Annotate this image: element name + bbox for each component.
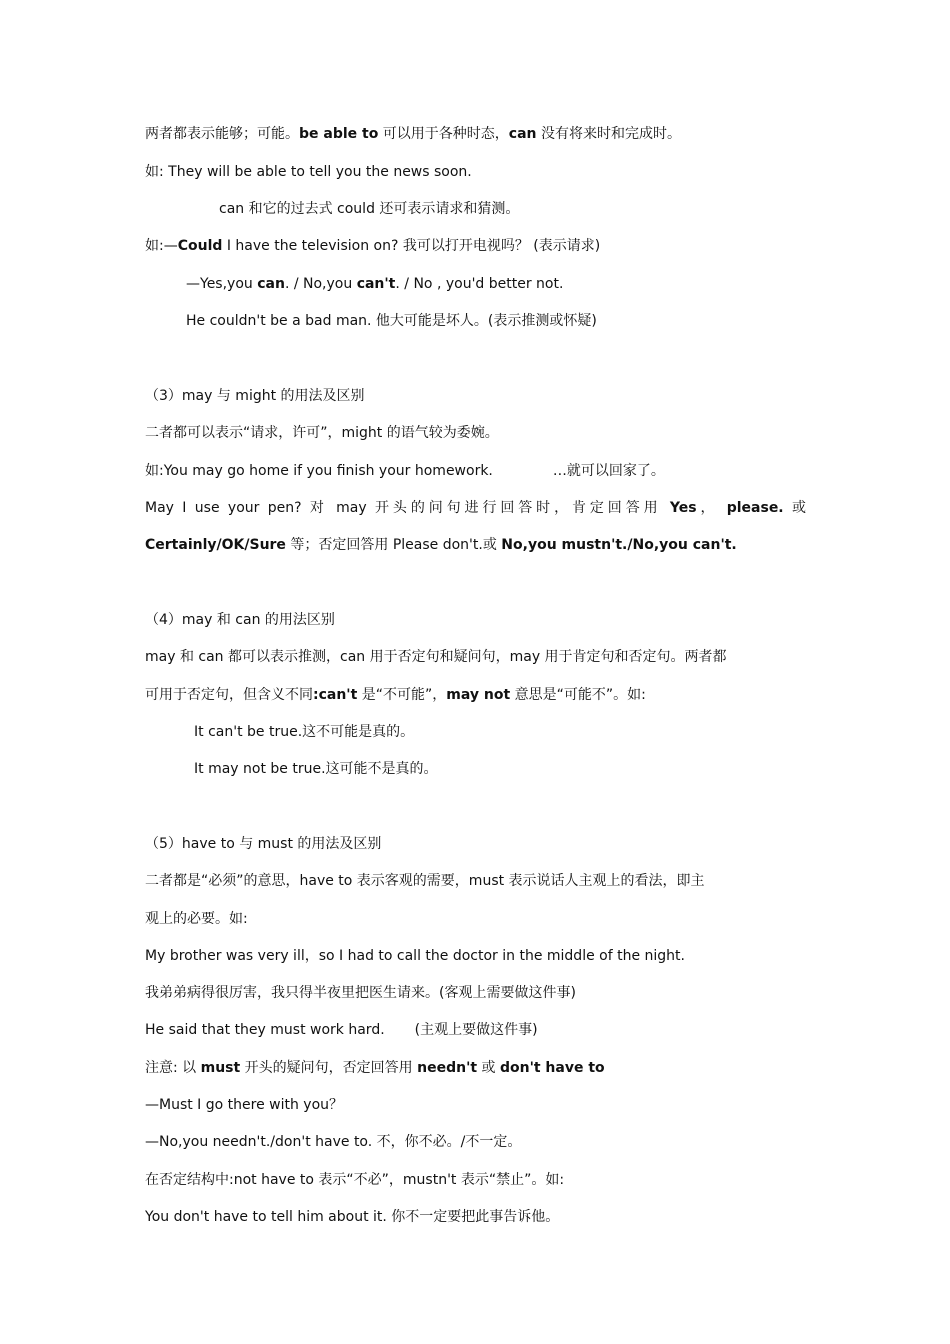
text-line: —No,you needn't./don't have to. 不，你不必。/不一定。 [145, 1134, 522, 1150]
text-line: 二者都是“必须”的意思，have to 表示客观的需要，must 表示说话人主观上的看法，即主 [145, 873, 705, 889]
text-line: Certainly/OK/Sure 等；否定回答用 Please don't.或 No,you mustn't./No,you can't. [145, 537, 737, 553]
text-line: He said that they must work hard. (主观上要做这件事) [145, 1022, 538, 1038]
text-line: It can't be true.这不可能是真的。 [194, 724, 415, 740]
text-line: May I use your pen? 对 may 开头的问句进行回答时，肯定回答用 Yes， please. 或 [145, 500, 806, 516]
text-line: It may not be true.这可能不是真的。 [194, 761, 438, 777]
text-line: —Must I go there with you？ [145, 1097, 344, 1113]
text-line: He couldn't be a bad man. 他大可能是坏人。(表示推测或怀疑) [186, 313, 597, 329]
text-line: —Yes,you can. / No,you can't. / No , you'd better not. [186, 276, 564, 292]
text-line: 注意: 以 must 开头的疑问句，否定回答用 needn't 或 don't have to [145, 1060, 605, 1076]
section-heading: （3）may 与 might 的用法及区别 [145, 388, 365, 404]
text-line: 在否定结构中:not have to 表示“不必”，mustn't 表示“禁止”。如: [145, 1172, 565, 1188]
text-line: 如: They will be able to tell you the news soon. [145, 164, 472, 180]
text-line: can 和它的过去式 could 还可表示请求和猜测。 [219, 201, 520, 217]
text-line: 如:You may go home if you finish your homework. …就可以回家了。 [145, 463, 665, 479]
text-line: 可用于否定句，但含义不同:can't 是“不可能”，may not 意思是“可能不”。如: [145, 687, 646, 703]
text-line: 如:—Could I have the television on? 我可以打开电视吗？ (表示请求) [145, 238, 601, 254]
text-line: 二者都可以表示“请求，许可”，might 的语气较为委婉。 [145, 425, 499, 441]
text-line: My brother was very ill，so I had to call the doctor in the middle of the night. [145, 948, 685, 964]
text-line: may 和 can 都可以表示推测，can 用于否定句和疑问句，may 用于肯定句和否定句。两者都 [145, 649, 727, 665]
text-line: 我弟弟病得很厉害，我只得半夜里把医生请来。(客观上需要做这件事) [145, 985, 576, 1001]
text-line: You don't have to tell him about it. 你不一定要把此事告诉他。 [145, 1209, 560, 1225]
text-line: 两者都表示能够；可能。be able to 可以用于各种时态，can 没有将来时和完成时。 [145, 126, 681, 142]
section-heading: （4）may 和 can 的用法区别 [145, 612, 335, 628]
text-line: 观上的必要。如: [145, 911, 248, 927]
section-heading: （5）have to 与 must 的用法及区别 [145, 836, 382, 852]
